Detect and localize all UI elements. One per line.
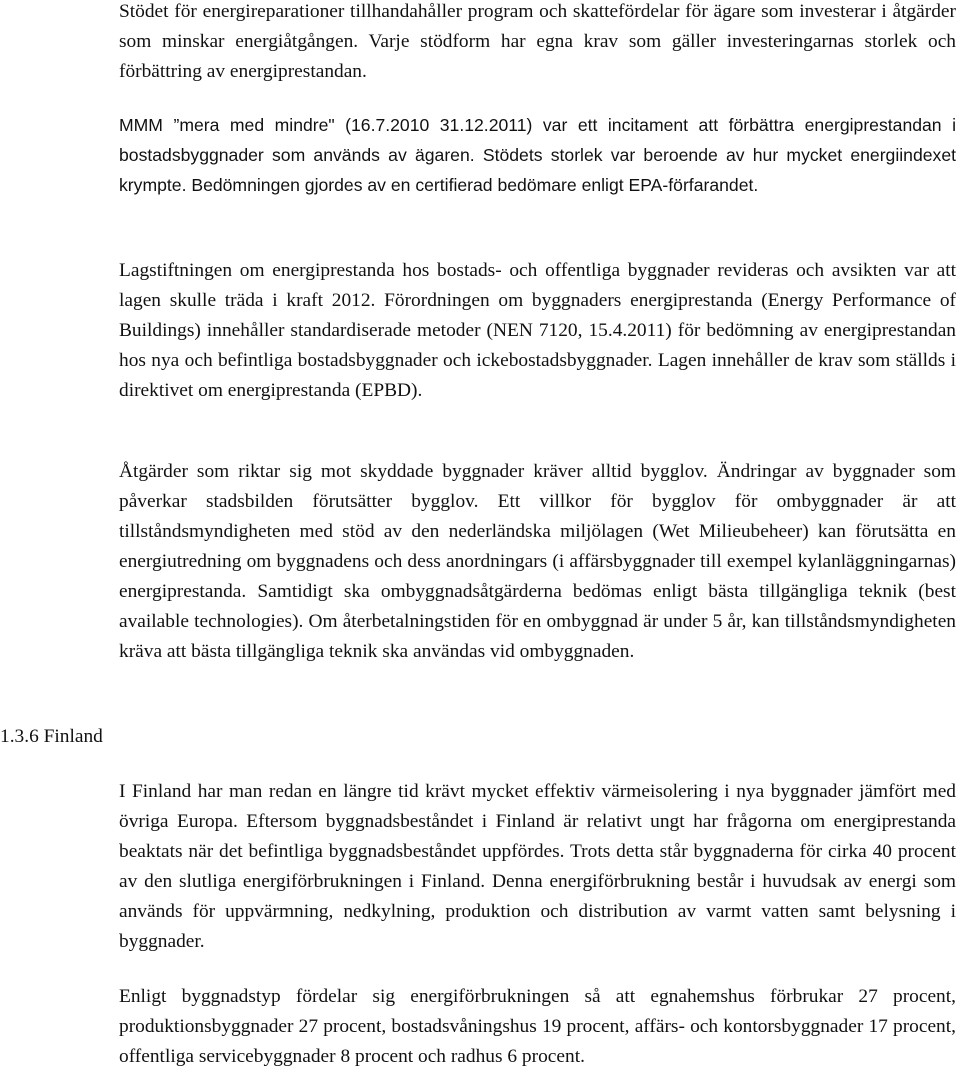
paragraph-atgarder: Åtgärder som riktar sig mot skyddade byggnader kräver alltid bygglov. Ändringar av byggnader som påverkar stadsbilden förutsätter bygglov. Ett villkor för bygglov för ombyggnader är att tillståndsmyndigheten med stöd av den nederländska miljölagen (Wet Milieubeheer) kan förutsätta en energiutredning om byggnadens och dess anordningars (i affärsbyggnader till exempel kylanläggningarnas) energiprestanda. Samtidigt ska ombyggnadsåtgärderna bedömas enligt bästa tillgängliga teknik (best available technologies). Om återbetalningstiden för en ombyggnad är under 5 år, kan tillståndsmyndigheten kräva att bästa tillgängliga teknik ska användas vid ombyggnaden. [119,461,956,662]
section-heading: 1.3.6 Finland [0,726,103,747]
paragraph-intro: Stödet för energireparationer tillhandahåller program och skattefördelar för ägare som investerar i åtgärder som minskar energiåtgången. Varje stödform har egna krav som gäller investeringarnas storlek och förbättring av energiprestandan. [119,1,956,82]
paragraph-mmm: MMM ”mera med mindre" (16.7.2010 31.12.2011) var ett incitament att förbättra energiprestandan i bostadsbyggnader som används av ägaren. Stödets storlek var beroende av hur mycket energiindexet krympte. Bedömningen gjordes av en certifierad bedömare enligt EPA-förfarandet. [119,115,956,195]
paragraph-finland-1: I Finland har man redan en längre tid krävt mycket effektiv värmeisolering i nya byggnader jämfört med övriga Europa. Eftersom byggnadsbeståndet i Finland är relativt ungt har frågorna om energiprestanda beaktats när det befintliga byggnadsbeståndet uppfördes. Trots detta står byggnaderna för cirka 40 procent av den slutliga energiförbrukningen i Finland. Denna energiförbrukning består i huvudsak av energi som används för uppvärmning, nedkylning, produktion och distribution av varmt vatten samt belysning i byggnader. [119,781,956,952]
paragraph-finland-2: Enligt byggnadstyp fördelar sig energiförbrukningen så att egnahemshus förbrukar 27 procent, produktionsbyggnader 27 procent, bostadsvåningshus 19 procent, affärs- och kontorsbyggnader 17 procent, offentliga servicebyggnader 8 procent och radhus 6 procent. [119,986,956,1067]
paragraph-lagstiftning: Lagstiftningen om energiprestanda hos bostads- och offentliga byggnader revideras och avsikten var att lagen skulle träda i kraft 2012. Förordningen om byggnaders energiprestanda (Energy Performance of Buildings) innehåller standardiserade metoder (NEN 7120, 15.4.2011) för bedömning av energiprestandan hos nya och befintliga bostadsbyggnader och ickebostadsbyggnader. Lagen innehåller de krav som ställds i direktivet om energiprestanda (EPBD). [119,260,956,401]
